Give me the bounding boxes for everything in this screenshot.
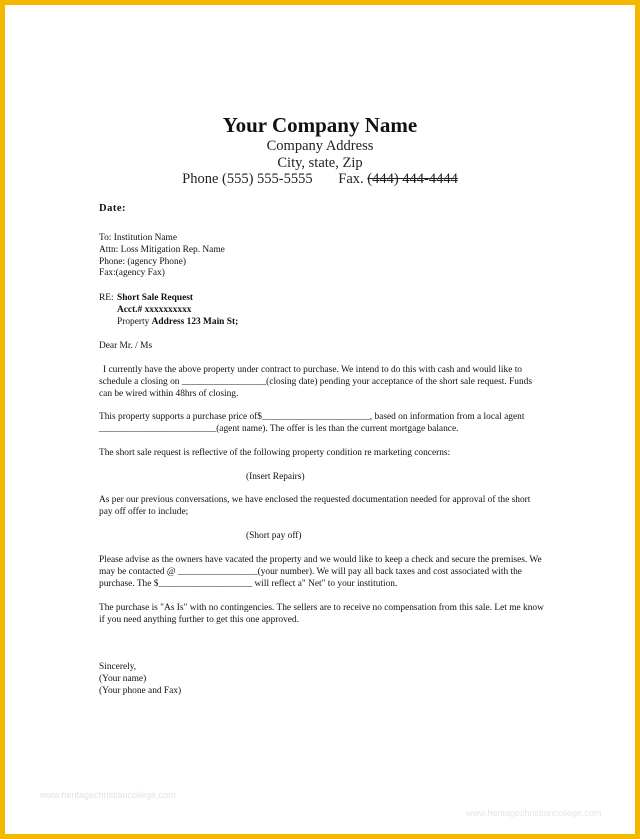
recipient-phone: Phone: (agency Phone) [99,256,186,267]
insert-repairs: (Insert Repairs) [246,472,305,482]
paragraph-purchase-price: This property supports a purchase price of$_______________________, based on information from a local agent _________________________(agent name). The offer is les than the current mortgage balance. [99,412,525,434]
date-label: Date: [99,203,126,214]
phone-label: Phone [182,171,219,187]
short-payoff: (Short pay off) [246,531,302,541]
recipient-fax: Fax:(agency Fax) [99,268,165,279]
phone-fax-line [0,171,640,188]
account-number: Acct.# xxxxxxxxxx [117,304,192,315]
fax-number: (444) 444-4444 [367,171,458,187]
signer-name: (Your name) [99,673,147,684]
paragraph-as-is: The purchase is "As Is" with no contingencies. The sellers are to receive no compensation from this sale. Let me know if you need anything further to get this one approved. [99,603,544,625]
re-block [99,293,544,328]
signer-contact: (Your phone and Fax) [99,685,182,696]
letterhead [0,112,640,188]
paragraph-documentation: As per our previous conversations, we have enclosed the requested documentation needed for approval of the short pay off offer to include; [99,495,531,517]
company-address: Company Address [266,138,374,154]
property-address: Address 123 Main St; [151,316,239,327]
property-line [99,317,544,329]
re-label: RE: [99,293,114,303]
paragraph-contact: Please advise as the owners have vacated the property and we would like to keep a check and secure the premises. We may be contacted @ _________________(your number). We will pay all back taxes and cost associated with the purchase. The $____________________ will reflect a" Net" to your institution. [99,555,542,589]
re-subject: Short Sale Request [117,293,194,303]
closing-block [99,662,544,697]
watermark-text: www.heritagechristiancollege.com [40,790,176,800]
city-state-zip: City, state, Zip [277,154,363,171]
recipient-attn: Attn: Loss Mitigation Rep. Name [99,244,225,255]
recipient-institution: To: Institution Name [99,233,177,243]
fax-label: Fax. [338,171,364,187]
watermark-text-2: www.heritagechristiancollege.com [466,808,602,818]
salutation: Dear Mr. / Ms [99,341,153,351]
property-prefix: Property [117,316,150,327]
sign-off: Sincerely, [99,662,137,672]
recipient-block [99,233,544,280]
paragraph-condition: The short sale request is reflective of the following property condition re marketing concerns: [99,448,451,458]
paragraph-closing-request: I currently have the above property under contract to purchase. We intend to do this with cash and would like to schedule a closing on __________________(closing date) pending your acceptance of the short sale request. Funds can be wired within 48hrs of closing. [99,365,532,399]
phone-number: (555) 555-5555 [222,171,313,187]
company-name: Your Company Name [222,113,418,137]
